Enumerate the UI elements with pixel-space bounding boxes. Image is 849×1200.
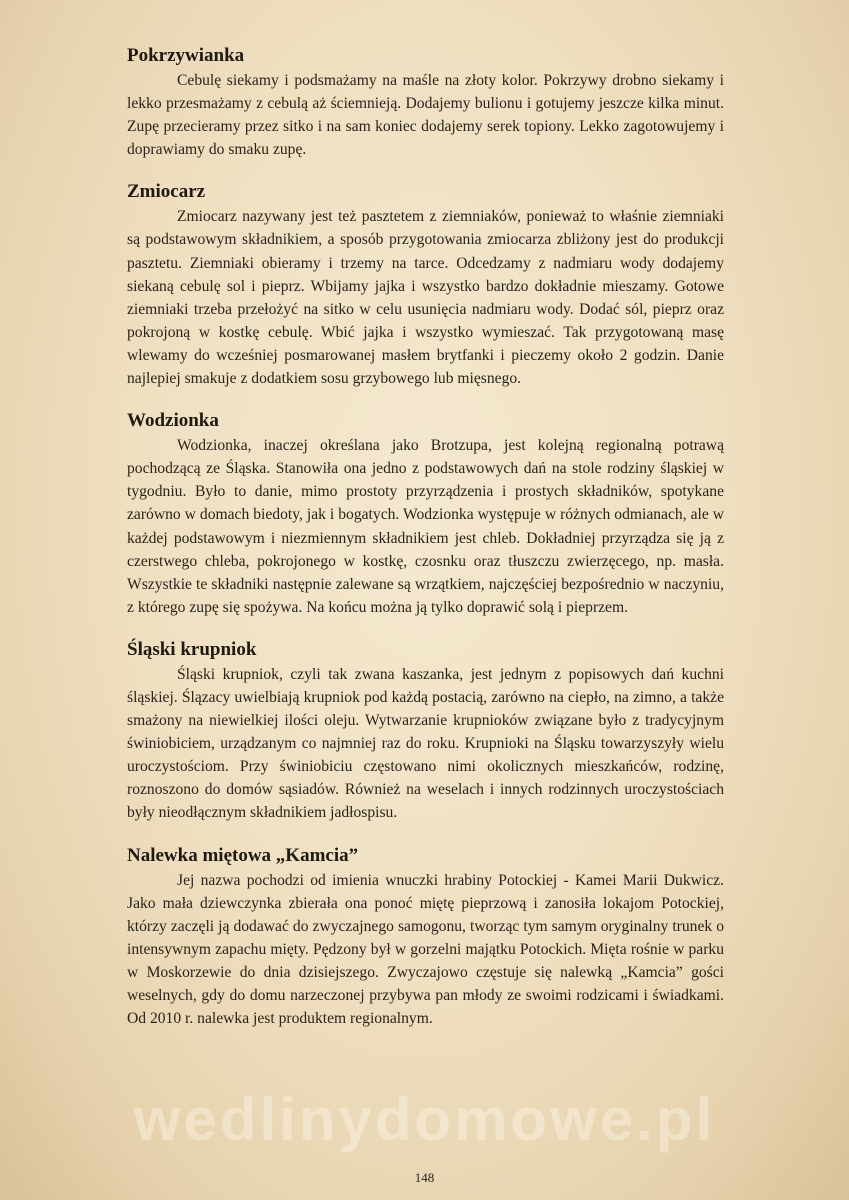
section-title: Pokrzywianka bbox=[127, 45, 245, 66]
site-watermark: wedlinydomowe.pl bbox=[133, 1086, 716, 1153]
section-body: Cebulę siekamy i podsmażamy na maśle na złoty kolor. Pokrzywy drobno siekamy i lekko przesmażamy z cebulą aż ściemnieją. Dodajemy bulionu i gotujemy jeszcze kilka minut. Zupę przecieramy przez sitko i na sam koniec dodajemy serek topiony. Lekko zagotowujemy i doprawiamy do smaku zupę. bbox=[127, 72, 724, 159]
section-title: Wodzionka bbox=[127, 410, 219, 432]
section-zmiocarz bbox=[127, 180, 724, 390]
section-nalewka-kamcia bbox=[127, 844, 724, 1031]
section-body: Jej nazwa pochodzi od imienia wnuczki hrabiny Potockiej - Kamei Marii Dukwicz. Jako mała dziewczynka zbierała ona ponoć miętę pieprzową i zanosiła lokajom Potockiej, którzy zaczęli ją dodawać do zwyczajnego samogonu, tworząc tym samym oryginalny trunek o intensywnym zapachu mięty. Pędzony był w gorzelni majątku Potockich. Mięta rośnie w parku w Moskorzewie do dnia dzisiejszego. Zwyczajowo częstuje się nalewką „Kamcia” gości weselnych, gdy do domu narzeczonej przybywa pan młody ze swoimi rodzicami i świadkami. Od 2010 r. nalewka jest produktem regionalnym. bbox=[127, 871, 724, 1028]
section-title: Nalewka miętowa „Kamcia” bbox=[127, 844, 359, 866]
section-body: Wodzionka, inaczej określana jako Brotzupa, jest kolejną regionalną potrawą pochodzącą ze Śląska. Stanowiła ona jedno z podstawowych dań na stole rodziny śląskiej w tygodniu. Było to danie, mimo prostoty przyrządzenia i prostych składników, spotykane zarówno w domach biedoty, jak i bogatych. Wodzionka występuje w różnych odmianach, ale w każdej podstawowym i niezmiennym składnikiem jest chleb. Dokładniej przyrządza się ją z czerstwego chleba, pokrojonego w kostkę, czosnku oraz tłuszczu zwierzęcego, np. masła. Wszystkie te składniki następnie zalewane są wrzątkiem, najczęściej bezpośrednio w naczyniu, z którego zupę się spożywa. Na końcu można ją tylko doprawić solą i pieprzem. bbox=[127, 437, 724, 616]
section-title: Śląski krupniok bbox=[127, 638, 257, 660]
recipe-page-content bbox=[127, 44, 724, 1049]
section-wodzionka bbox=[127, 409, 724, 619]
section-body: Zmiocarz nazywany jest też pasztetem z ziemniaków, ponieważ to właśnie ziemniaki są podstawowym składnikiem, a sposób przygotowania zmiocarza zbliżony jest do produkcji pasztetu. Ziemniaki obieramy i trzemy na tarce. Odcedzamy z nadmiaru wody dodajemy siekaną cebulę sol i pieprz. Wbijamy jajka i wszystko bardzo dokładnie mieszamy. Gotowe ziemniaki trzeba przełożyć na sitko w celu usunięcia nadmiaru wody. Dodać sól, pieprz oraz pokrojoną w kostkę cebulę. Wbić jajka i wszystko wymieszać. Tak przygotowaną masę wlewamy do wcześniej posmarowanej masłem brytfanki i pieczemy około 2 godzin. Danie najlepiej smakuje z dodatkiem sosu grzybowego lub mięsnego. bbox=[127, 208, 724, 388]
section-body: Śląski krupniok, czyli tak zwana kaszanka, jest jednym z popisowych dań kuchni śląskiej. Ślązacy uwielbiają krupniok pod każdą postacią, zarówno na ciepło, na zimno, a także smażony na niewielkiej ilości oleju. Wytwarzanie krupnioków związane było z tradycyjnym świniobiciem, urządzanym co najmniej raz do roku. Krupnioki na Śląsku towarzyszyły wielu uroczystościom. Przy świniobiciu częstowano nimi okolicznych mieszkańców, rodzinę, roznoszono do domów sąsiadów. Również na weselach i innych rodzinnych uroczystościach były nieodłącznym składnikiem jadłospisu. bbox=[127, 665, 724, 822]
section-slaski-krupniok bbox=[127, 638, 724, 825]
section-title: Zmiocarz bbox=[127, 181, 206, 203]
section-pokrzywianka bbox=[127, 44, 724, 161]
page-number: 148 bbox=[414, 1170, 435, 1185]
